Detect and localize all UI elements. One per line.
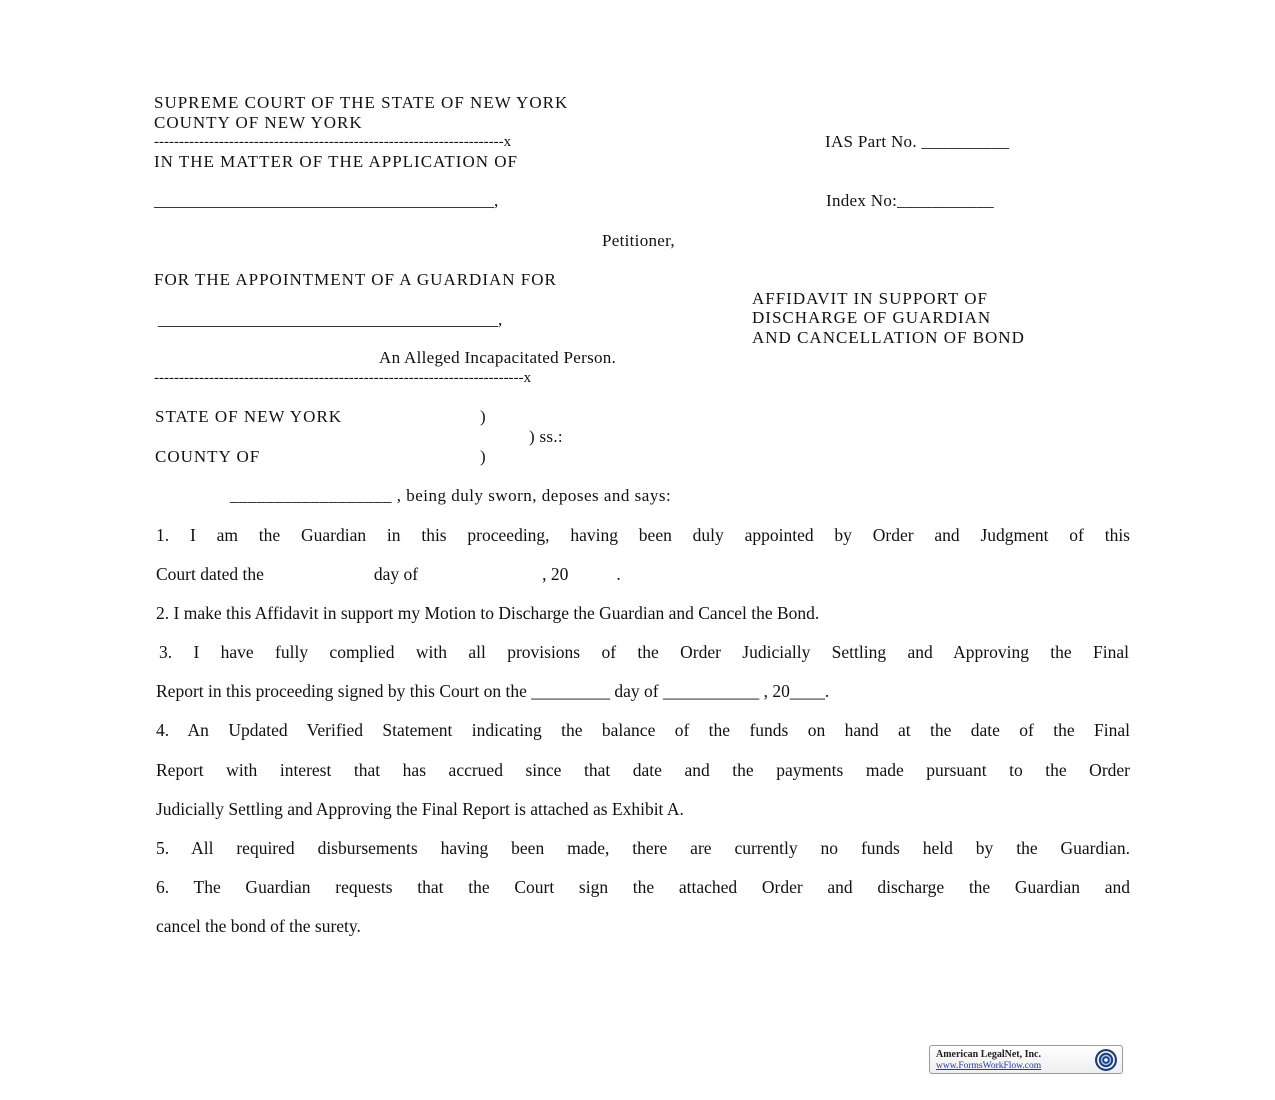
appointment-heading: FOR THE APPOINTMENT OF A GUARDIAN FOR [154,270,557,289]
day-of-text: day of [373,564,419,584]
venue-ss: ) ss.: [529,427,563,446]
petitioner-label: Petitioner, [602,231,675,250]
logo-website-link[interactable]: www.FormsWorkFlow.com [936,1061,1042,1071]
county-name-line: COUNTY OF NEW YORK [154,113,363,132]
document-title-line3: AND CANCELLATION OF BOND [752,328,1025,347]
paragraph-6-line-2: cancel the bond of the surety. [156,916,361,936]
paragraph-3-line-2: Report in this proceeding signed by this Court on the _________ day of ___________ , 20____. [156,681,830,701]
venue-county-paren: ) [480,447,486,466]
matter-of-heading: IN THE MATTER OF THE APPLICATION OF [154,152,519,171]
paragraph-4-line-1: 4. An Updated Verified Statement indicating the balance of the funds on hand at the date of the Final [156,720,1130,740]
paragraph-4-line-3: Judicially Settling and Approving the Final Report is attached as Exhibit A. [156,799,684,819]
ias-part-field: IAS Part No. __________ [825,132,1010,151]
paragraph-1-line-1: 1. I am the Guardian in this proceeding, having been duly appointed by Order and Judgment of this [156,525,1130,545]
paragraph-1-line-2 [156,563,621,585]
affiant-sworn-line: __________________ , being duly sworn, deposes and says: [230,486,672,505]
paragraph-5: 5. All required disbursements having been made, there are currently no funds held by the Guardian. [156,838,1130,858]
incapacitated-person-name-blank: ________________________________________, [158,310,503,329]
paragraph-4-line-2: Report with interest that has accrued since that date and the payments made pursuant to the Order [156,760,1130,780]
venue-county: COUNTY OF [155,447,261,466]
court-name-line: SUPREME COURT OF THE STATE OF NEW YORK [154,93,569,112]
sentence-period: . [616,564,621,584]
caption-divider-top: ----------------------------------------------------------------------x [154,134,512,150]
american-legalnet-logo[interactable] [929,1045,1123,1074]
logo-company-name: American LegalNet, Inc. [936,1049,1041,1060]
paragraph-3-line-1: 3. I have fully complied with all provisions of the Order Judicially Settling and Approving the Final [159,642,1129,662]
document-title-line1: AFFIDAVIT IN SUPPORT OF [752,289,988,308]
petitioner-name-blank: ________________________________________, [154,191,499,210]
venue-state: STATE OF NEW YORK [155,407,343,426]
caption-divider-bottom: --------------------------------------------------------------------------x [154,370,532,386]
venue-state-paren: ) [480,407,486,426]
paragraph-6-line-1: 6. The Guardian requests that the Court sign the attached Order and discharge the Guardian and [156,877,1130,897]
incapacitated-person-label: An Alleged Incapacitated Person. [379,348,617,367]
court-dated-text: Court dated the [156,564,264,584]
year-prefix-text: , 20 [542,564,569,584]
index-number-field: Index No:___________ [826,191,994,210]
legalnet-globe-icon [1092,1047,1119,1073]
document-title-line2: DISCHARGE OF GUARDIAN [752,308,992,327]
paragraph-2: 2. I make this Affidavit in support my Motion to Discharge the Guardian and Cancel the Bond. [156,603,820,623]
